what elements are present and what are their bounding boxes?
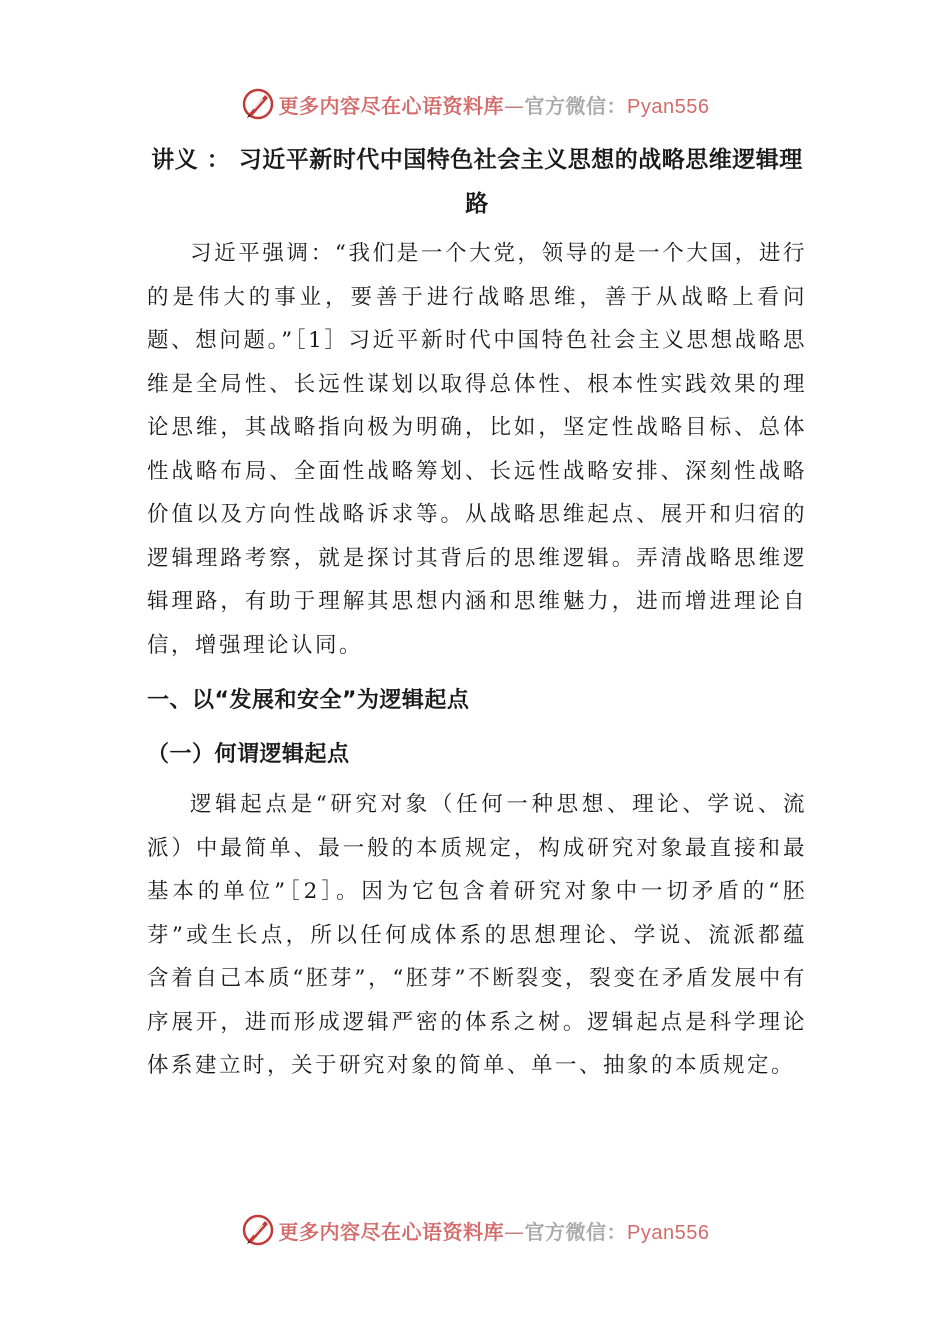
document-body (147, 138, 807, 1088)
subsection-paragraph: 逻辑起点是“研究对象（任何一种思想、理论、学说、流派）中最简单、最一般的本质规定，构成研究对象最直接和最基本的单位”［2］。因为它包含着研究对象中一切矛盾的“胚芽”或生长点，所以任何成体系的思想理论、学说、流派都蕴含着自己本质“胚芽”，“胚芽”不断裂变，裂变在矛盾发展中有序展开，进而形成逻辑严密的体系之树。逻辑起点是科学理论体系建立时，关于研究对象的简单、单一、抽象的本质规定。 (147, 792, 807, 1078)
watermark-official-label: 官方微信： (524, 93, 628, 118)
watermark-official-label: 官方微信： (524, 1219, 628, 1244)
watermark-main: 更多内容尽在心语资料库 (278, 1219, 505, 1244)
header-watermark (0, 82, 950, 126)
watermark-text (279, 90, 710, 119)
watermark-wechat-id: Pyan556 (627, 1221, 710, 1244)
watermark-dash: — (504, 1219, 525, 1244)
watermark-text (279, 1216, 710, 1245)
quill-pen-logo-icon (241, 87, 275, 121)
footer-watermark (0, 1208, 950, 1252)
subsection-heading: （一）何谓逻辑起点 (147, 742, 350, 767)
watermark-dash: — (504, 93, 525, 118)
section-heading: 一、以“发展和安全”为逻辑起点 (147, 688, 470, 713)
watermark-wechat-id: Pyan556 (627, 95, 710, 118)
intro-paragraph: 习近平强调：“我们是一个大党，领导的是一个大国，进行的是伟大的事业，要善于进行战略思维，善于从战略上看问题、想问题。”［1］习近平新时代中国特色社会主义思想战略思维是全局性、长远性谋划以取得总体性、根本性实践效果的理论思维，其战略指向极为明确，比如，坚定性战略目标、总体性战略布局、全面性战略筹划、长远性战略安排、深刻性战略价值以及方向性战略诉求等。从战略思维起点、展开和归宿的逻辑理路考察，就是探讨其背后的思维逻辑。弄清战略思维逻辑理路，有助于理解其思想内涵和思维魅力，进而增进理论自信，增强理论认同。 (147, 241, 807, 658)
quill-pen-logo-icon (241, 1213, 275, 1247)
document-title: 讲义 ： 习近平新时代中国特色社会主义思想的战略思维逻辑理路 (151, 147, 803, 217)
watermark-main: 更多内容尽在心语资料库 (278, 93, 505, 118)
